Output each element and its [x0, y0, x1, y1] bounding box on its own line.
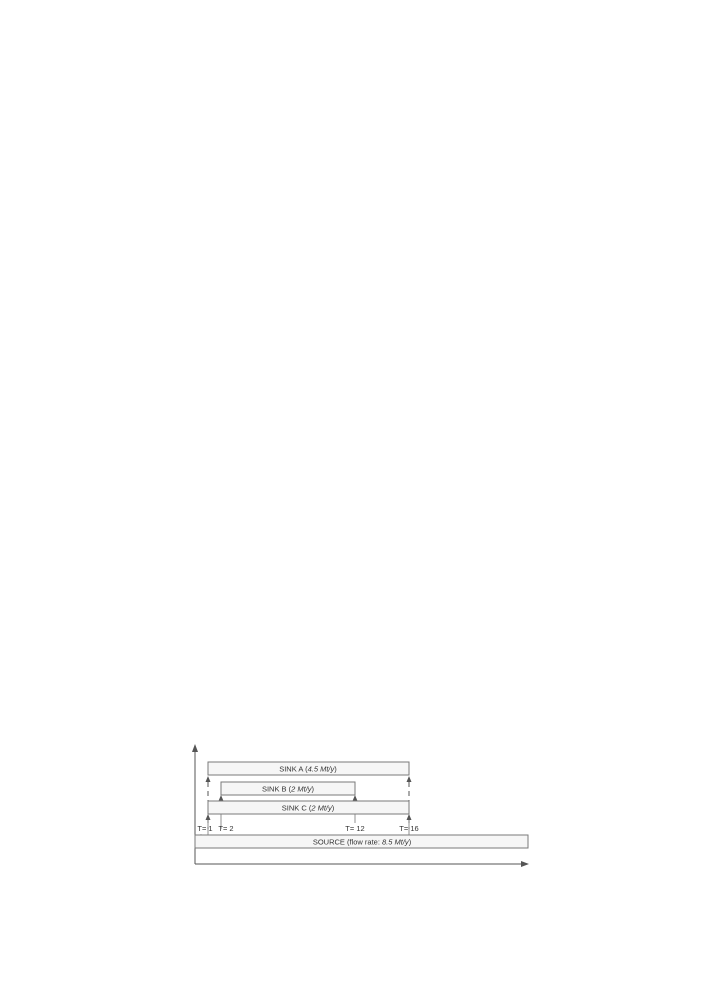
sink-b-name: SINK B [261, 784, 287, 794]
sink-a-end-arrow-icon [407, 776, 412, 782]
time-label-t2: T= 2 [218, 824, 234, 833]
time-label-t16: T= 16 [399, 824, 419, 833]
source-rate: 8.5 Mt/y [382, 837, 409, 847]
sink-a-rate: 4.5 Mt/y [307, 764, 335, 774]
source-label-prefix: SOURCE (flow rate: [312, 837, 382, 847]
sink-a-label: SINK A (4.5 Mt/y) [279, 764, 337, 774]
y-axis-arrow-icon [192, 744, 198, 752]
sink-c [208, 801, 409, 814]
sink-a [208, 762, 409, 775]
sink-b-label: SINK B (2 Mt/y) [261, 784, 315, 794]
sink-c-label: SINK C (2 Mt/y) [281, 803, 335, 813]
sink-c-name: SINK C [281, 803, 307, 813]
source-label [313, 838, 412, 847]
sink-b-start-arrow-icon [219, 795, 224, 801]
sink-c-rate: 2 Mt/y [311, 803, 332, 813]
sink-c-end-arrow-icon [407, 814, 412, 820]
sink-b-rate: 2 Mt/y [291, 784, 312, 794]
sink-b-end-arrow-icon [353, 795, 358, 801]
sink-a-start-arrow-icon [206, 776, 211, 782]
sink-c-start-arrow-icon [206, 814, 211, 820]
time-label-t1: T= 1 [197, 824, 213, 833]
source-label-suffix: ) [408, 837, 412, 847]
time-label-t12: T= 12 [345, 824, 365, 833]
sink-b [221, 782, 355, 795]
sink-a-name: SINK A [279, 764, 303, 774]
time-labels [197, 824, 418, 833]
x-axis-arrow-icon [521, 861, 529, 867]
source [195, 835, 528, 848]
